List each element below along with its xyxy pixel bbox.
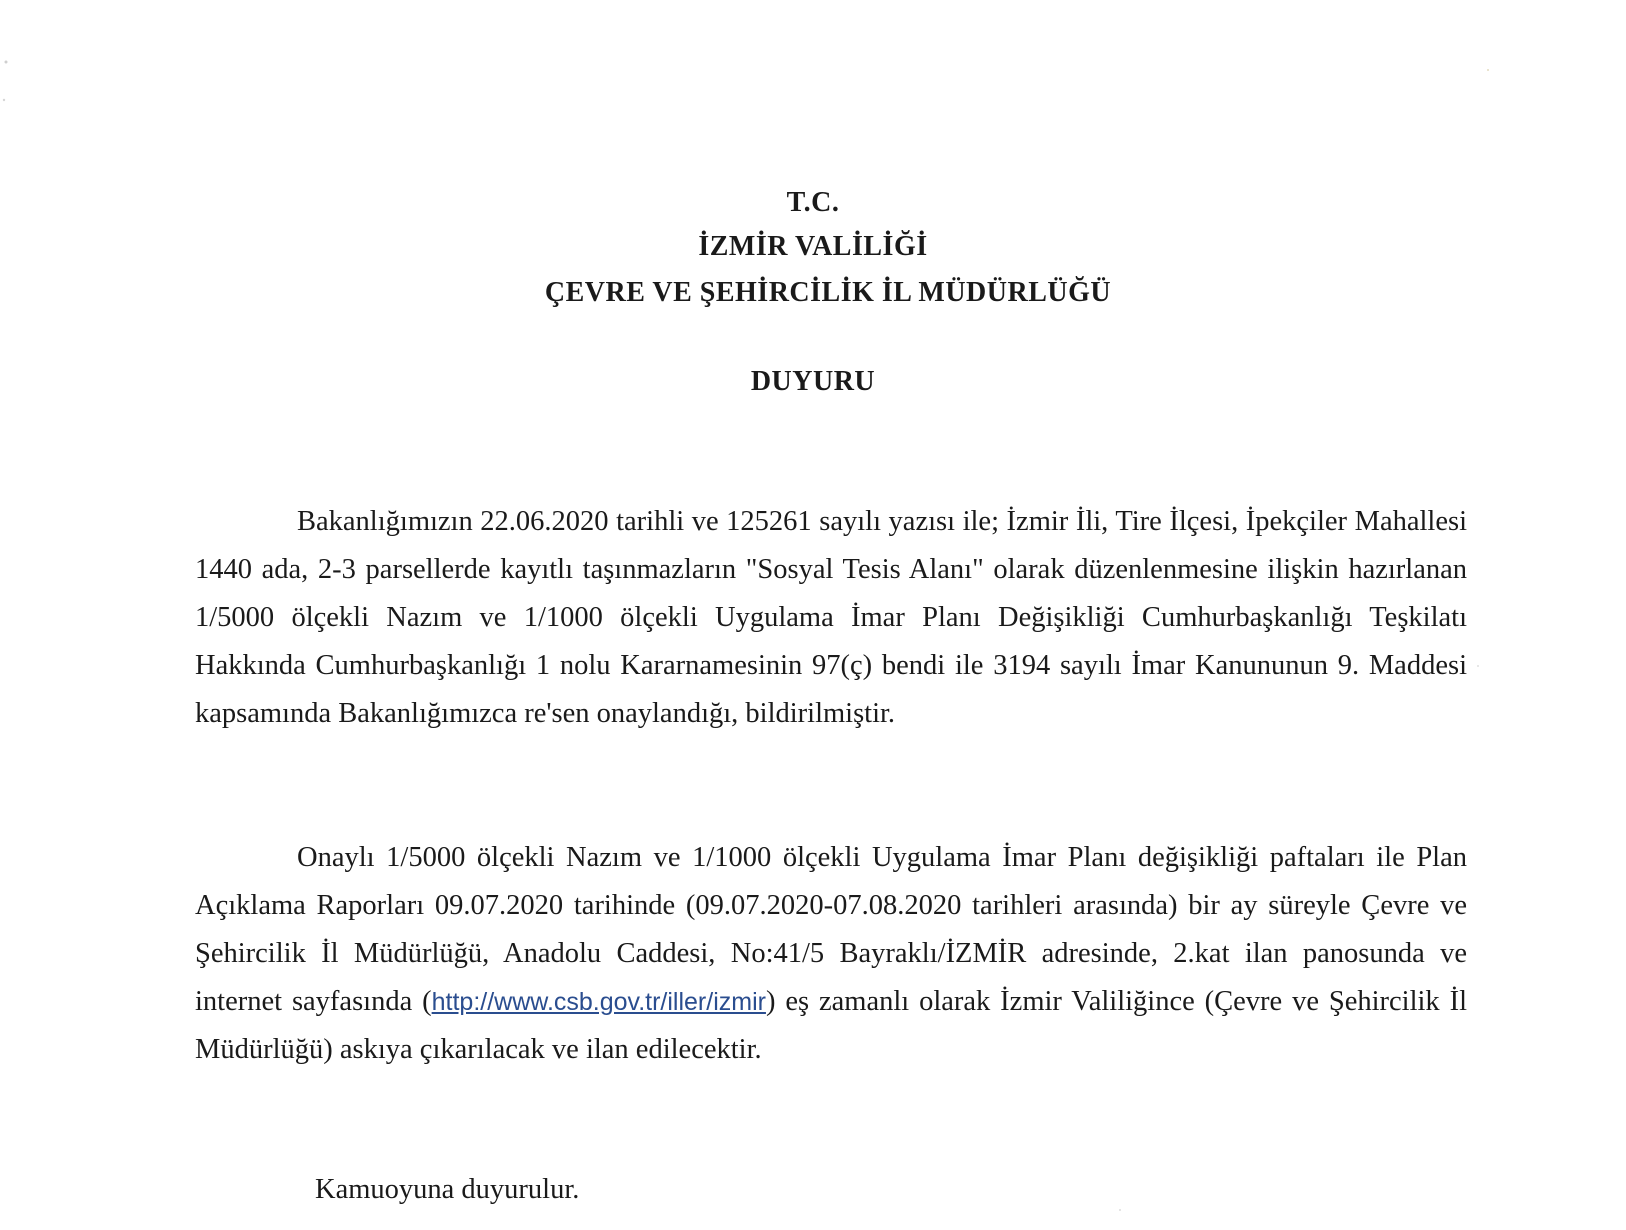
- paragraph-display-info: [195, 834, 1467, 1074]
- paragraph-announcement: [195, 498, 1467, 738]
- paragraph-2-text-before-link: Onaylı 1/5000 ölçekli Nazım ve 1/1000 ölçekli Uygulama İmar Planı değişikliği paftaları ile Plan Açıklama Raporları 09.07.2020 tarihinde (09.07.2020-07.08.2020 tarihleri arasında) bir ay süreyle Çevre ve Şehircilik İl Müdürlüğü, Anadolu Caddesi, No:41/5 Bayraklı/İZMİR adresinde, 2.kat ilan panosunda ve internet sayfasında (: [195, 842, 1467, 1017]
- csb-izmir-link[interactable]: http://www.csb.gov.tr/iller/izmir: [431, 988, 766, 1016]
- header-directorate: ÇEVRE VE ŞEHİRCİLİK İL MÜDÜRLÜĞÜ: [544, 277, 1112, 308]
- header-country: T.C.: [786, 187, 840, 218]
- paragraph-2-text-after-link: ) eş zamanlı olarak İzmir Valiliğince (Çevre ve Şehircilik İl Müdürlüğü) askıya çıkarılacak ve ilan edilecektir.: [195, 986, 1467, 1065]
- closing-statement: Kamuoyuna duyurulur.: [315, 1174, 580, 1205]
- header-governorship: İZMİR VALİLİĞİ: [698, 231, 928, 262]
- document-title: DUYURU: [750, 366, 876, 397]
- paragraph-1-text: Bakanlığımızın 22.06.2020 tarihli ve 125261 sayılı yazısı ile; İzmir İli, Tire İlçesi, İpekçiler Mahallesi 1440 ada, 2-3 parsellerde kayıtlı taşınmazların "Sosyal Tesis Alanı" olarak düzenlenmesine ilişkin hazırlanan 1/5000 ölçekli Nazım ve 1/1000 ölçekli Uygulama İmar Planı Değişikliği Cumhurbaşkanlığı Teşkilatı Hakkında Cumhurbaşkanlığı 1 nolu Kararnamesinin 97(ç) bendi ile 3194 sayılı İmar Kanununun 9. Maddesi kapsamında Bakanlığımızca re'sen onaylandığı, bildirilmiştir.: [195, 506, 1467, 729]
